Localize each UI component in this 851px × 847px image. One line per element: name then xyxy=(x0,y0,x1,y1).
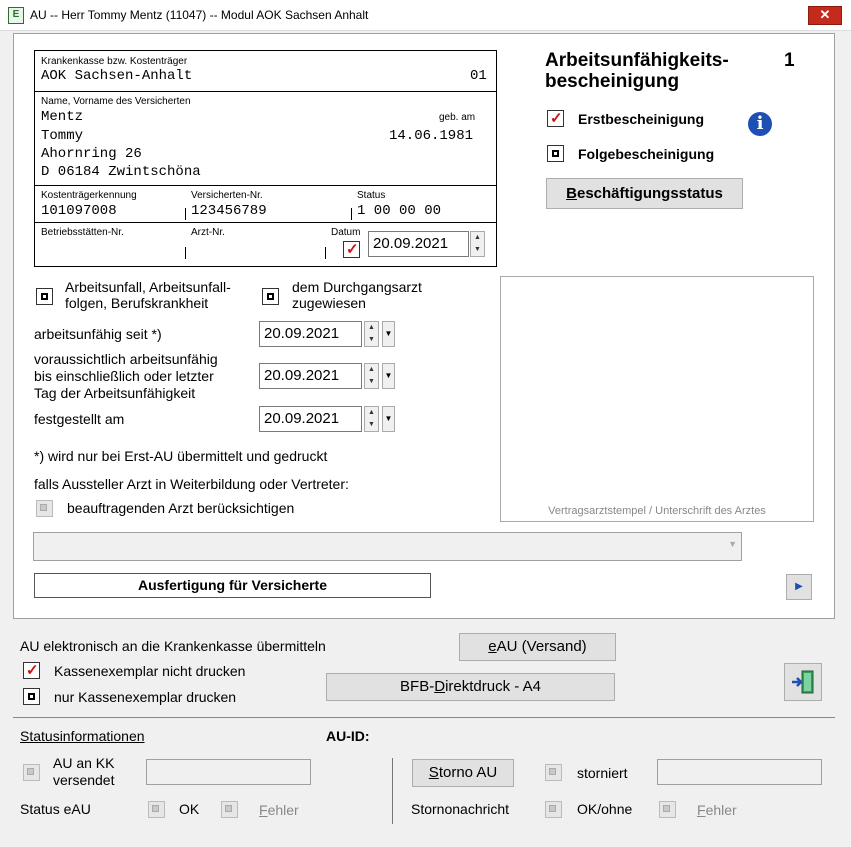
note-text: *) wird nur bei Erst-AU übermittelt und gedruckt xyxy=(34,448,328,464)
eau-button[interactable]: eAU (Versand) xyxy=(459,633,616,661)
ok-label: OK xyxy=(179,801,200,817)
arbeitsunfall-label: Arbeitsunfall, Arbeitsunfall- folgen, Berufskrankheit xyxy=(65,279,231,311)
nicht-drucken-label: Kassenexemplar nicht drucken xyxy=(54,663,246,679)
datum-spinner[interactable]: ▲ ▼ xyxy=(470,231,485,257)
beschaeftigung-button[interactable]: Beschäftigungsstatus xyxy=(546,178,743,209)
au-seit-dropdown[interactable]: ▼ xyxy=(382,321,395,347)
krankenkasse-code: 01 xyxy=(470,68,487,84)
fehler-label: Fehler xyxy=(259,802,299,818)
info-icon[interactable]: i xyxy=(748,112,772,136)
form-title-line2: bescheinigung xyxy=(545,71,680,92)
uebermitteln-label: AU elektronisch an die Krankenkasse übermitteln xyxy=(20,638,326,654)
kostentraeger-value: 101097008 xyxy=(41,203,117,219)
firstname: Tommy xyxy=(41,128,84,144)
voraus-field[interactable]: 20.09.2021 xyxy=(259,363,362,389)
festgestellt-label: festgestellt am xyxy=(34,411,125,427)
datum-field[interactable]: 20.09.2021 xyxy=(368,231,469,257)
au-form xyxy=(34,50,497,267)
name-label: Name, Vorname des Versicherten xyxy=(41,96,191,107)
stempel-label: Vertragsarztstempel / Unterschrift des Arztes xyxy=(548,505,766,517)
ausfertigung-selector[interactable]: Ausfertigung für Versicherte xyxy=(34,573,431,598)
ok-ohne-label: OK/ohne xyxy=(577,801,633,817)
folge-checkbox[interactable] xyxy=(547,145,564,162)
exit-icon xyxy=(789,668,817,696)
city: D 06184 Zwintschöna xyxy=(41,164,201,180)
stornonachricht-label: Stornonachricht xyxy=(411,801,510,817)
au-seit-field[interactable]: 20.09.2021 xyxy=(259,321,362,347)
bfb-druck-button[interactable]: BFB-Direktdruck - A4 xyxy=(326,673,615,701)
stempel-area xyxy=(500,276,814,522)
erst-checkbox[interactable] xyxy=(547,110,564,127)
au-seit-label: arbeitsunfähig seit *) xyxy=(34,326,162,342)
storniert-label: storniert xyxy=(577,765,628,781)
festgestellt-field[interactable]: 20.09.2021 xyxy=(259,406,362,432)
app-icon: E xyxy=(8,7,24,24)
street: Ahornring 26 xyxy=(41,146,142,162)
krankenkasse-label: Krankenkasse bzw. Kostenträger xyxy=(41,56,188,67)
storno-fehler-label: Fehler xyxy=(697,802,737,818)
festgestellt-dropdown[interactable]: ▼ xyxy=(382,406,395,432)
status-label: Status xyxy=(357,190,386,201)
au-an-kk-checkbox xyxy=(23,764,40,781)
durchgang-checkbox[interactable] xyxy=(262,288,279,305)
au-seit-spinner[interactable]: ▲ ▼ xyxy=(364,321,379,347)
beauftragend-checkbox[interactable] xyxy=(36,500,53,517)
storniert-field xyxy=(657,759,822,785)
durchgang-label: dem Durchgangsarzt zugewiesen xyxy=(292,279,422,311)
form-title xyxy=(545,50,729,92)
lastname: Mentz xyxy=(41,109,84,125)
versicherten-label: Versicherten-Nr. xyxy=(191,190,263,201)
arzt-combobox[interactable]: ▼ xyxy=(33,532,742,561)
festgestellt-spinner[interactable]: ▲ ▼ xyxy=(364,406,379,432)
form-title-line1: Arbeitsunfähigkeits- xyxy=(545,50,729,71)
window-title: AU -- Herr Tommy Mentz (11047) -- Modul AOK Sachsen Anhalt xyxy=(30,8,369,22)
storno-fehler-checkbox xyxy=(659,801,676,818)
arzt-label: Arzt-Nr. xyxy=(191,227,225,238)
form-number: 1 xyxy=(784,50,795,71)
au-id-label: AU-ID: xyxy=(326,728,370,744)
betrieb-label: Betriebsstätten-Nr. xyxy=(41,227,124,238)
ok-checkbox xyxy=(148,801,165,818)
datum-checkbox[interactable] xyxy=(343,241,360,258)
nur-drucken-checkbox[interactable] xyxy=(23,688,40,705)
falls-text: falls Aussteller Arzt in Weiterbildung oder Vertreter: xyxy=(34,476,349,492)
versendet-field xyxy=(146,759,311,785)
fehler-checkbox xyxy=(221,801,238,818)
beauftragend-label: beauftragenden Arzt berücksichtigen xyxy=(67,500,295,516)
voraus-spinner[interactable]: ▲ ▼ xyxy=(364,363,379,389)
folge-label: Folgebescheinigung xyxy=(578,146,715,162)
exit-button[interactable] xyxy=(784,663,822,701)
storno-button[interactable]: Storno AU xyxy=(412,759,514,787)
status-value: 1 00 00 00 xyxy=(357,203,442,219)
kostentraeger-label: Kostenträgerkennung xyxy=(41,190,137,201)
geb-label: geb. am xyxy=(439,112,476,123)
arbeitsunfall-checkbox[interactable] xyxy=(36,288,53,305)
erst-label: Erstbescheinigung xyxy=(578,111,705,127)
voraus-label: voraussichtlich arbeitsunfähig bis einschließlich oder letzter Tag der Arbeitsunfähigkeit xyxy=(34,351,218,401)
status-heading: Statusinformationen xyxy=(20,728,145,744)
storniert-checkbox xyxy=(545,764,562,781)
ok-ohne-checkbox xyxy=(545,801,562,818)
au-an-kk-label: AU an KK versendet xyxy=(53,755,115,788)
voraus-dropdown[interactable]: ▼ xyxy=(382,363,395,389)
close-button[interactable]: ✕ xyxy=(808,6,842,25)
next-arrow-button[interactable]: ▶ xyxy=(786,574,812,600)
datum-label: Datum xyxy=(331,227,361,238)
birthdate: 14.06.1981 xyxy=(389,128,474,144)
versicherten-value: 123456789 xyxy=(191,203,267,219)
nicht-drucken-checkbox[interactable] xyxy=(23,662,40,679)
krankenkasse-value: AOK Sachsen-Anhalt xyxy=(41,68,193,84)
title-bar xyxy=(0,0,851,31)
status-eau-label: Status eAU xyxy=(20,801,91,817)
nur-drucken-label: nur Kassenexemplar drucken xyxy=(54,689,237,705)
